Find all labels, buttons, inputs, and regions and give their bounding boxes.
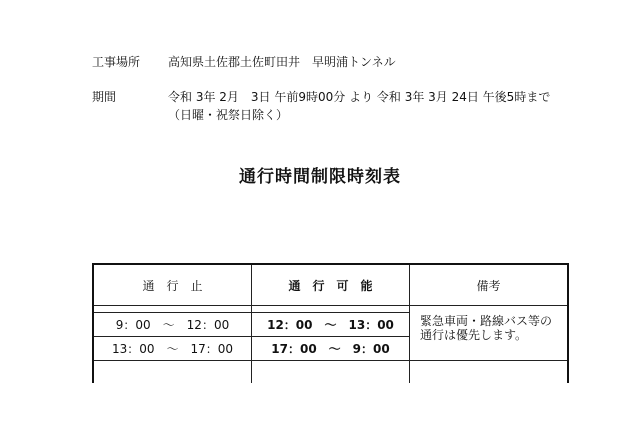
spacer-row [93, 306, 568, 313]
schedule-table [92, 263, 569, 383]
pass-time-2: 17：00 ～ 9：00 [252, 337, 410, 361]
site-value: 高知県土佐郡土佐町田井 早明浦トンネル [168, 55, 396, 69]
period-value: 令和 3年 2月 3日 午前9時00分 より 令和 3年 3月 24日 午後5時まで [168, 90, 551, 104]
stop-time-1: 9：00 ～ 12：00 [93, 313, 252, 337]
stop-time-2: 13：00 ～ 17：00 [93, 337, 252, 361]
empty-row [93, 361, 568, 384]
period-note: （日曜・祝祭日除く） [168, 108, 289, 122]
header-remarks: 備考 [410, 264, 569, 306]
page-title: 通行時間制限時刻表 [239, 167, 401, 187]
pass-time-1: 12：00 ～ 13：00 [252, 313, 410, 337]
period-label: 期間 [92, 90, 117, 104]
site-label: 工事場所 [92, 55, 141, 69]
header-row [93, 264, 568, 306]
header-stop: 通 行 止 [93, 264, 252, 306]
header-pass: 通 行 可 能 [252, 264, 410, 306]
remarks-note: 緊急車両・路線バス等の 通行は優先します。 [410, 306, 569, 361]
